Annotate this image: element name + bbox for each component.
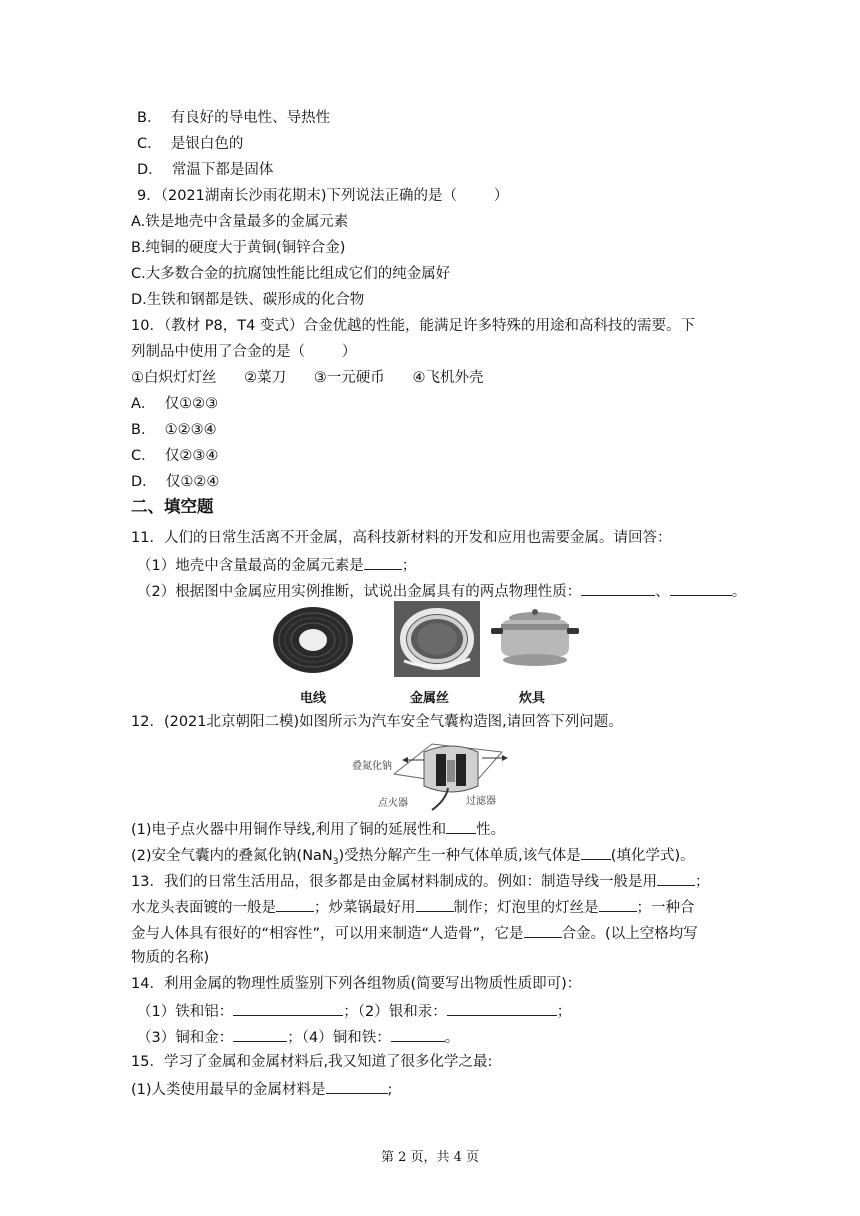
q15-stem: 15．学习了金属和金属材料后,我又知道了很多化学之最: — [131, 1054, 493, 1070]
answer-blank[interactable] — [670, 580, 732, 596]
q9-option-b: B.纯铜的硬度大于黄铜(铜锌合金) — [131, 240, 346, 256]
q13-line2: 水龙头表面镀的一般是 ；炒菜锅最好用 制作；灯泡里的灯丝是 ；一种合 — [131, 896, 695, 918]
label-sodium-azide: 叠氮化钠 — [352, 761, 392, 772]
answer-blank[interactable] — [447, 1000, 557, 1016]
wire-coil-image — [270, 603, 356, 675]
q15-part1: (1)人类使用最早的金属材料是 ; — [131, 1078, 392, 1100]
metal-wire-image — [394, 601, 480, 677]
answer-blank[interactable] — [233, 1000, 343, 1016]
q12-part2: (2)安全气囊内的叠氮化钠(NaN$_3$)受热分解产生一种气体单质,该气体是 (填化学式)。 — [131, 844, 695, 872]
q8-option-c: C． 是银白色的 — [137, 136, 244, 152]
q9-option-d: D.生铁和钢都是铁、碳形成的化合物 — [131, 292, 365, 308]
q14-line1: （1）铁和铝： ；（2）银和汞： ； — [137, 1000, 571, 1022]
q10-option-b: B． ①②③④ — [131, 422, 217, 438]
section-heading-fill-blank: 二、填空题 — [131, 497, 214, 516]
q10-items: ①白炽灯灯丝 ②菜刀 ③一元硬币 ④飞机外壳 — [131, 370, 484, 386]
caption-metal-wire: 金属丝 — [410, 691, 450, 706]
answer-blank[interactable] — [276, 896, 314, 912]
label-filter: 过滤器 — [466, 796, 496, 807]
q11-part1: （1）地壳中含量最高的金属元素是 ； — [137, 554, 416, 576]
answer-blank[interactable] — [416, 896, 454, 912]
q10-stem-line1: 10．（教材 P8，T4 变式）合金优越的性能，能满足许多特殊的用途和高科技的需要。下 — [131, 318, 695, 334]
q10-option-a: A． 仅①②③ — [131, 396, 219, 412]
q10-option-c: C． 仅②③④ — [131, 448, 219, 464]
q8-option-d: D． 常温下都是固体 — [137, 162, 274, 178]
answer-blank[interactable] — [326, 1078, 388, 1094]
answer-blank[interactable] — [233, 1026, 287, 1042]
q11-stem: 11．人们的日常生活离不开金属，高科技新材料的开发和应用也需要金属。请回答： — [131, 530, 672, 546]
q13-line1: 13．我们的日常生活用品，很多都是由金属材料制成的。例如：制造导线一般是用 ； — [131, 870, 709, 892]
q13-line4: 物质的名称) — [131, 950, 210, 966]
answer-blank[interactable] — [391, 1026, 445, 1042]
answer-blank[interactable] — [524, 922, 562, 938]
q12-part1: (1)电子点火器中用铜作导线,利用了铜的延展性和 性。 — [131, 818, 505, 840]
answer-blank[interactable] — [657, 870, 695, 886]
answer-blank[interactable] — [581, 844, 611, 860]
q10-stem-line2: 列制品中使用了合金的是（ ） — [131, 344, 357, 360]
q8-option-b: B． 有良好的导电性、导热性 — [137, 110, 331, 126]
label-igniter: 点火器 — [378, 798, 408, 809]
q14-stem: 14．利用金属的物理性质鉴别下列各组物质(简要写出物质性质即可)： — [131, 976, 582, 992]
answer-blank[interactable] — [446, 818, 476, 834]
answer-blank[interactable] — [364, 554, 402, 570]
q14-line2: （3）铜和金： ；（4）铜和铁： 。 — [137, 1026, 459, 1048]
airbag-diagram — [352, 738, 514, 812]
q12-stem: 12．(2021北京朝阳二模)如图所示为汽车安全气囊构造图,请回答下列问题。 — [131, 714, 623, 730]
answer-blank[interactable] — [599, 896, 637, 912]
q13-line3: 金与人体具有很好的“相容性”，可以用来制造“人造骨”，它是 合金。(以上空格均写 — [131, 922, 698, 944]
q9-option-a: A.铁是地壳中含量最多的金属元素 — [131, 214, 349, 230]
answer-blank[interactable] — [581, 580, 655, 596]
q11-part2: （2）根据图中金属应用实例推断，试说出金属具有的两点物理性质： 、 。 — [137, 580, 746, 602]
cooking-pot-image — [487, 604, 583, 676]
caption-wire: 电线 — [300, 691, 327, 706]
q10-option-d: D． 仅①②④ — [131, 474, 220, 490]
q9-option-c: C.大多数合金的抗腐蚀性能比组成它们的纯金属好 — [131, 266, 451, 282]
page-footer: 第 2 页，共 4 页 — [380, 1150, 480, 1165]
q9-stem: 9．（2021湖南长沙雨花期末)下列说法正确的是（ ） — [137, 188, 509, 204]
caption-cookware: 炊具 — [519, 691, 546, 706]
